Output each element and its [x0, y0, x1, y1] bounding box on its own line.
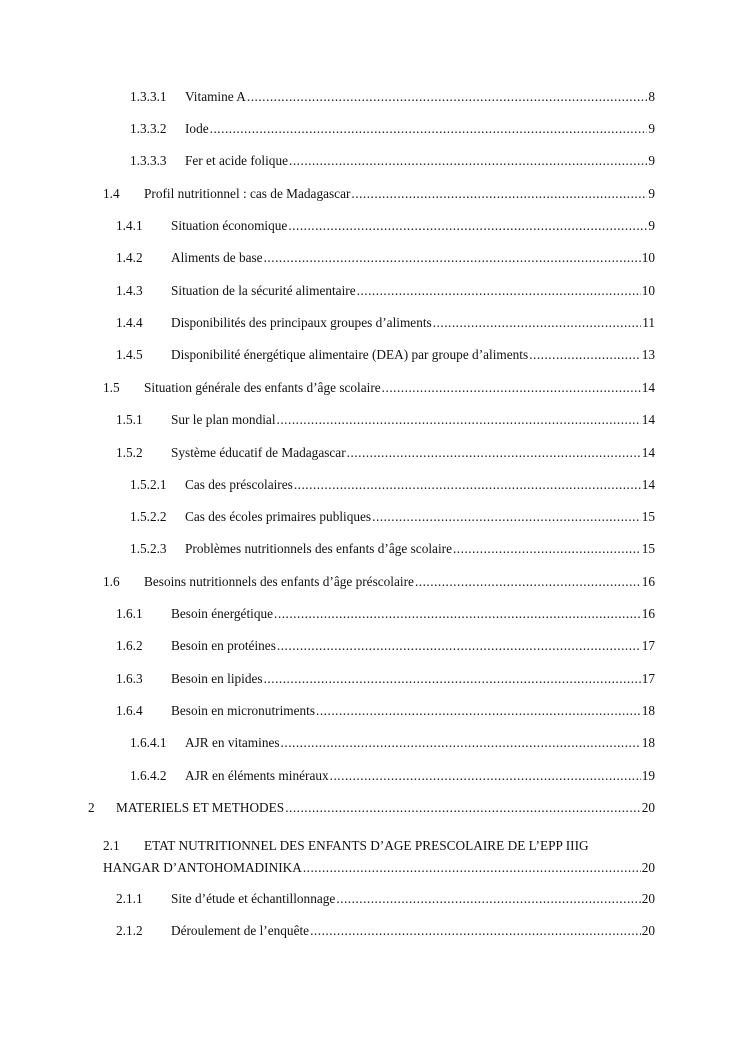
toc-entry-title: Déroulement de l’enquête: [171, 923, 310, 938]
toc-entry[interactable]: [103, 573, 655, 591]
toc-leader-dots: [288, 217, 647, 235]
toc-entry[interactable]: [130, 88, 655, 106]
toc-entry-page: 18: [641, 735, 655, 750]
toc-entry-number: 1.6.3: [116, 671, 143, 686]
toc-entry-page: 14: [641, 412, 655, 427]
toc-leader-dots: [382, 379, 641, 397]
toc-entry-number: 1.3.3.3: [130, 153, 167, 168]
toc-entry-page: 13: [641, 347, 655, 362]
toc-entry-number: 1.5.2.2: [130, 509, 167, 524]
toc-entry-number: 1.5.2.1: [130, 477, 167, 492]
toc-entry-number: 1.5.2.3: [130, 541, 167, 556]
toc-leader-dots: [210, 120, 648, 138]
toc-entry-line-2: [103, 859, 655, 877]
toc-entry-line-1: [103, 837, 655, 855]
toc-entry[interactable]: [116, 637, 655, 655]
toc-leader-dots: [274, 605, 641, 623]
toc-entry-page: 11: [642, 315, 655, 330]
toc-entry-page: 17: [641, 671, 655, 686]
toc-entry-page: 9: [648, 121, 655, 136]
toc-entry[interactable]: [88, 799, 655, 817]
toc-leader-dots: [281, 734, 641, 752]
toc-entry[interactable]: [130, 476, 655, 494]
toc-entry-page: 20: [641, 891, 655, 906]
toc-leader-dots: [330, 767, 641, 785]
toc-entry-wrapped[interactable]: [103, 837, 655, 877]
toc-entry-title: ETAT NUTRITIONNEL DES ENFANTS D’AGE PRESCOLAIRE DE L’EPP IIIG: [144, 838, 589, 853]
toc-entry-page: 20: [641, 860, 655, 875]
toc-entry-title: Iode: [185, 121, 209, 136]
toc-entry-page: 17: [641, 638, 655, 653]
toc-entry-title: Cas des écoles primaires publiques: [185, 509, 372, 524]
toc-leader-dots: [372, 508, 641, 526]
toc-leader-dots: [316, 702, 641, 720]
toc-entry-number: 2.1: [103, 838, 120, 853]
toc-entry-title: Disponibilités des principaux groupes d’aliments: [171, 315, 432, 330]
toc-entry-title: MATERIELS ET METHODES: [116, 800, 285, 815]
toc-entry-page: 9: [648, 153, 655, 168]
toc-entry-title: Disponibilité énergétique alimentaire (DEA) par groupe d’aliments: [171, 347, 529, 362]
toc-entry[interactable]: [116, 605, 655, 623]
toc-leader-dots: [247, 88, 647, 106]
toc-leader-dots: [310, 922, 641, 940]
toc-leader-dots: [289, 152, 647, 170]
toc-leader-dots: [357, 282, 641, 300]
toc-leader-dots: [277, 411, 641, 429]
toc-entry[interactable]: [116, 314, 655, 332]
toc-entry-title-continued: HANGAR D’ANTOHOMADINIKA: [103, 860, 302, 875]
toc-entry[interactable]: [103, 379, 655, 397]
toc-entry-number: 1.5.2: [116, 445, 143, 460]
toc-entry-page: 20: [641, 800, 655, 815]
toc-entry-number: 1.6.2: [116, 638, 143, 653]
toc-entry-page: 15: [641, 509, 655, 524]
toc-leader-dots: [336, 890, 640, 908]
toc-entry-page: 10: [641, 250, 655, 265]
toc-entry-page: 16: [641, 606, 655, 621]
toc-entry-title: Cas des préscolaires: [185, 477, 293, 492]
toc-entry[interactable]: [116, 670, 655, 688]
toc-entry-title: Aliments de base: [171, 250, 263, 265]
toc-entry-number: 1.4.3: [116, 283, 143, 298]
toc-entry-title: Système éducatif de Madagascar: [171, 445, 346, 460]
toc-entry-number: 1.3.3.1: [130, 89, 167, 104]
toc-entry-title: Sur le plan mondial: [171, 412, 276, 427]
toc-leader-dots: [415, 573, 641, 591]
toc-entry-page: 14: [641, 380, 655, 395]
toc-entry-title: AJR en vitamines: [185, 735, 280, 750]
toc-entry-page: 18: [641, 703, 655, 718]
toc-entry-title: Besoin énergétique: [171, 606, 274, 621]
toc-entry[interactable]: [130, 540, 655, 558]
toc-entry-number: 1.6.4.1: [130, 735, 167, 750]
toc-entry[interactable]: [130, 734, 655, 752]
toc-entry-title: Besoin en protéines: [171, 638, 276, 653]
toc-entry-title: Problèmes nutritionnels des enfants d’âge scolaire: [185, 541, 452, 556]
toc-entry-page: 14: [641, 477, 655, 492]
toc-leader-dots: [351, 185, 647, 203]
toc-leader-dots: [347, 444, 641, 462]
toc-entry-page: 9: [648, 186, 655, 201]
toc-leader-dots: [303, 859, 641, 877]
toc-entry[interactable]: [116, 249, 655, 267]
toc-entry[interactable]: [130, 767, 655, 785]
toc-entry[interactable]: [116, 922, 655, 940]
toc-entry-number: 1.6.1: [116, 606, 143, 621]
toc-entry[interactable]: [116, 890, 655, 908]
toc-entry-number: 1.5.1: [116, 412, 143, 427]
toc-entry-number: 1.4: [103, 186, 120, 201]
toc-entry-number: 1.6.4.2: [130, 768, 167, 783]
toc-entry[interactable]: [116, 444, 655, 462]
toc-leader-dots: [453, 540, 641, 558]
toc-entry[interactable]: [116, 411, 655, 429]
toc-entry-title: Besoins nutritionnels des enfants d’âge préscolaire: [144, 574, 414, 589]
toc-entry-number: 2: [88, 800, 95, 815]
toc-leader-dots: [285, 799, 641, 817]
toc-entry-number: 1.4.1: [116, 218, 143, 233]
toc-entry[interactable]: [116, 702, 655, 720]
toc-entry-number: 1.4.2: [116, 250, 143, 265]
toc-entry-title: Fer et acide folique: [185, 153, 289, 168]
toc-entry-number: 1.4.4: [116, 315, 143, 330]
toc-entry-number: 1.6.4: [116, 703, 143, 718]
toc-entry-number: 1.4.5: [116, 347, 143, 362]
toc-entry-title: Besoin en lipides: [171, 671, 263, 686]
toc-entry-title: Situation économique: [171, 218, 288, 233]
toc-leader-dots: [529, 346, 641, 364]
toc-entry[interactable]: [130, 152, 655, 170]
toc-entry-number: 1.3.3.2: [130, 121, 167, 136]
toc-entry-page: 14: [641, 445, 655, 460]
toc-leader-dots: [277, 637, 641, 655]
toc-entry[interactable]: [116, 217, 655, 235]
toc-entry-number: 1.5: [103, 380, 120, 395]
toc-leader-dots: [264, 670, 641, 688]
toc-leader-dots: [264, 249, 641, 267]
toc-entry-title: Besoin en micronutriments: [171, 703, 316, 718]
toc-entry-title: Situation de la sécurité alimentaire: [171, 283, 356, 298]
toc-leader-dots: [433, 314, 641, 332]
toc-entry-title: AJR en éléments minéraux: [185, 768, 329, 783]
toc-entry-page: 9: [648, 218, 655, 233]
toc-entry-page: 10: [641, 283, 655, 298]
toc-entry[interactable]: [116, 282, 655, 300]
toc-entry-number: 2.1.2: [116, 923, 143, 938]
toc-entry-number: 1.6: [103, 574, 120, 589]
toc-entry-title: Profil nutritionnel : cas de Madagascar: [144, 186, 351, 201]
toc-entry[interactable]: [116, 346, 655, 364]
toc-entry-page: 8: [648, 89, 655, 104]
toc-entry-title: Site d’étude et échantillonnage: [171, 891, 336, 906]
toc-entry[interactable]: [130, 120, 655, 138]
toc-entry-page: 15: [641, 541, 655, 556]
toc-entry-page: 19: [641, 768, 655, 783]
toc-leader-dots: [294, 476, 641, 494]
toc-entry-number: 2.1.1: [116, 891, 143, 906]
toc-entry[interactable]: [103, 185, 655, 203]
toc-entry-page: 16: [641, 574, 655, 589]
toc-entry[interactable]: [130, 508, 655, 526]
toc-entry-title: Vitamine A: [185, 89, 246, 104]
toc-entry-page: 20: [641, 923, 655, 938]
toc-entry-title: Situation générale des enfants d’âge scolaire: [144, 380, 381, 395]
